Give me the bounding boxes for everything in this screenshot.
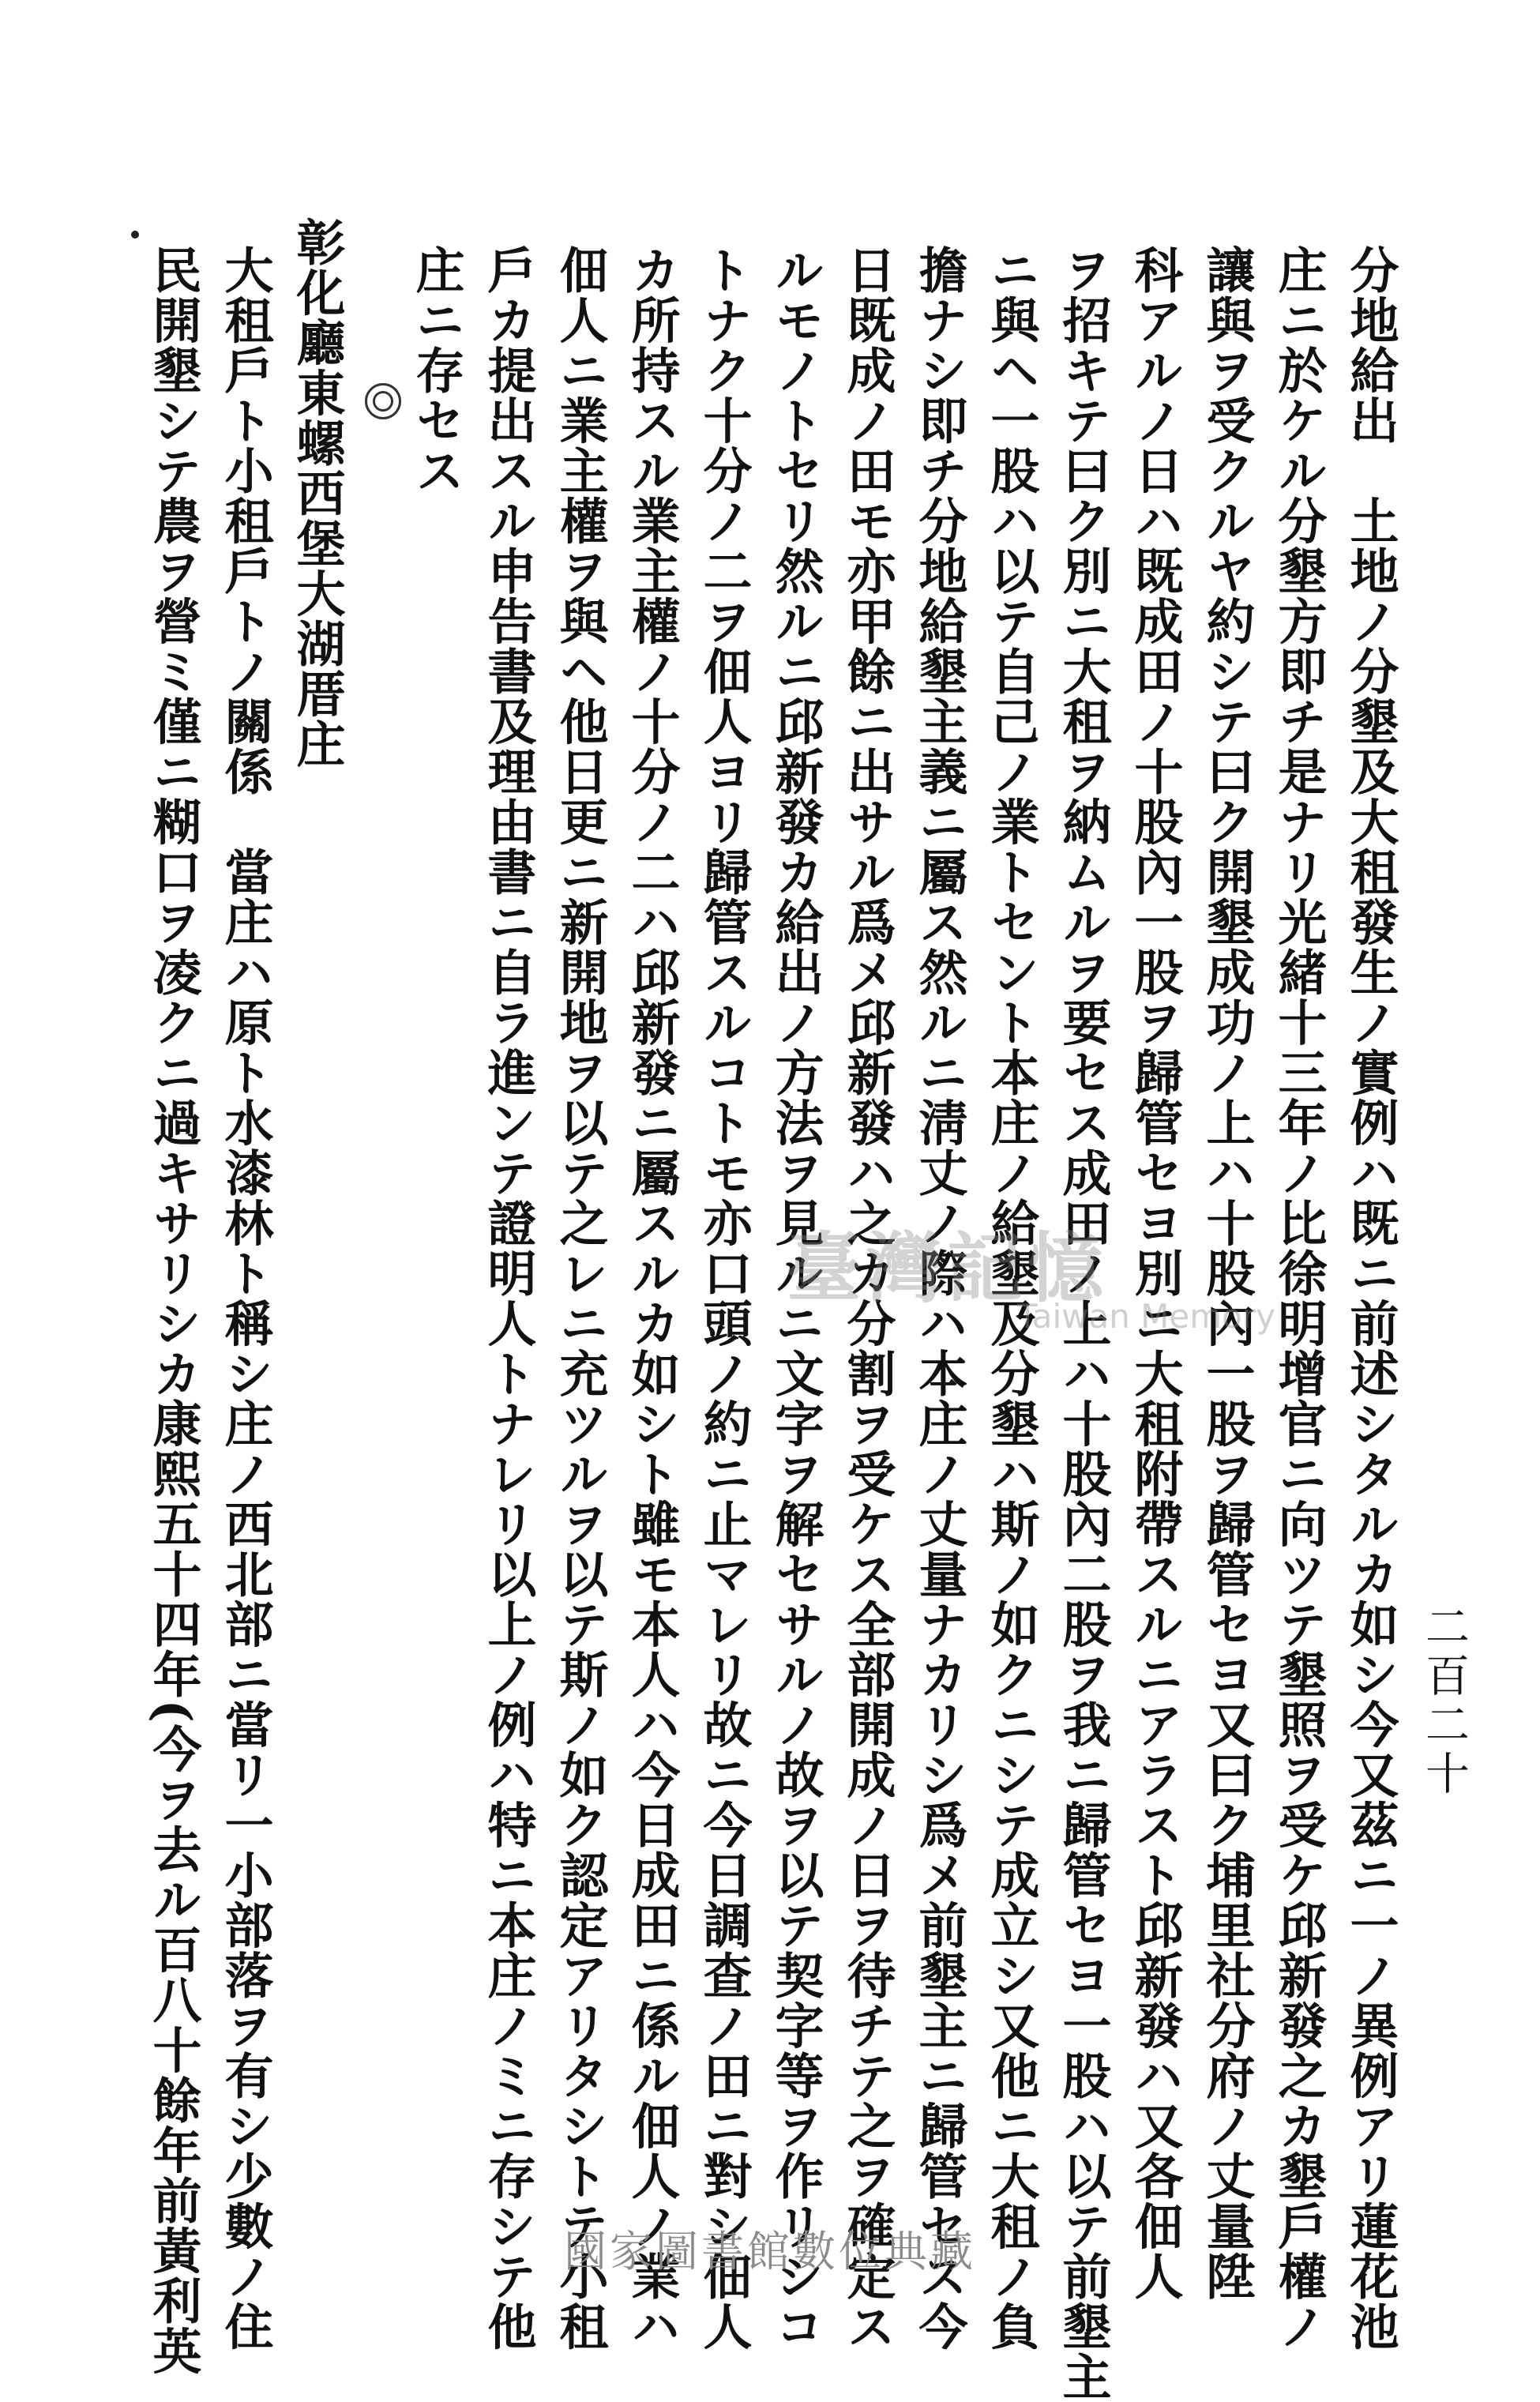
circle-mark-icon	[365, 383, 401, 419]
text-column: 庄ニ存セス	[408, 245, 465, 496]
text-column: 分地給出 土地ノ分墾及大租發生ノ實例ハ既ニ前述シタルカ如シ今又茲ニ一ノ異例アリ蓮花池	[1342, 245, 1399, 2351]
page-number: 二百二十	[1418, 1603, 1470, 1799]
text-column: 大租戶ト小租戶トノ關係 當庄ハ原ト水漆林ト稱シ庄ノ西北部ニ當リ一小部落ヲ有シ少數ノ住	[216, 245, 274, 2351]
section-heading: 彰化廳東螺西堡大湖厝庄	[288, 217, 346, 769]
text-column: 民開墾シテ農ヲ營ミ僅ニ糊口ヲ凌クニ過キサリシカ康熙五十四年(今ヲ去ル百八十餘年前黃利英	[145, 245, 202, 2376]
text-column: 日既成ノ田モ亦甲餘ニ出サル爲メ邱新發ハ之カ分割ヲ受ケス全部開成ノ日ヲ待チテ之ヲ確定ス	[839, 245, 896, 2351]
text-column: 擔ナシ即チ分地給墾主義ニ屬ス然ルニ淸丈ノ際ハ本庄ノ丈量ナカリシ爲メ前墾主ニ歸管セス今	[911, 245, 968, 2351]
text-column: ニ與ヘ一股ハ以テ自己ノ業トセント本庄ノ給墾及分墾ハ斯ノ如クニシテ成立シ又他ニ大租ノ負	[982, 245, 1040, 2351]
text-column: 讓與ヲ受クルヤ約シテ曰ク開墾成功ノ上ハ十股內一股ヲ歸管セヨ又曰ク埔里社分府ノ丈量陞	[1198, 245, 1256, 2302]
text-column: トナク十分ノ二ヲ佃人ヨリ歸管スルコトモ亦口頭ノ約ニ止マレリ故ニ今日調查ノ田ニ對シ佃人	[695, 245, 753, 2351]
text-column: 戶カ提出スル申告書及理由書ニ自ラ進ンテ證明人トナレリ以上ノ例ハ特ニ本庄ノミニ存シテ他	[479, 245, 537, 2351]
text-column: 佃人ニ業主權ヲ與ヘ他日更ニ新開地ヲ以テ之レニ充ツルヲ以テ斯ノ如ク認定アリタシトテ小租	[551, 245, 609, 2351]
watermark-logo: 臺灣記憶	[786, 1224, 1108, 1313]
text-column: 庄ニ於ケル分墾方即チ是ナリ光緒十三年ノ比徐明增官ニ向ツテ墾照ヲ受ケ邱新發之カ墾戶權ノ	[1270, 245, 1328, 2351]
text-column: ルモノトセリ然ルニ邱新發カ給出ノ方法ヲ見ルニ文字ヲ解セサルノ故ヲ以テ契字等ヲ作リシコ	[767, 245, 824, 2351]
watermark-english: Taiwan Memory	[1017, 1297, 1275, 1336]
text-column: カ所持スル業主權ノ十分ノ二ハ邱新發ニ屬スルカ如シト雖モ本人ハ今日成田ニ係ル佃人ノ業ハ	[623, 245, 681, 2351]
bullet-dot-icon	[131, 231, 139, 239]
text-column: ヲ招キテ曰ク別ニ大租ヲ納ムルヲ要セス成田ノ上ハ十股內二股ヲ我ニ歸管セヨ一股ハ以テ前墾主	[1054, 245, 1112, 2402]
footer-credit: 國家圖書館數位典藏	[564, 2227, 976, 2276]
text-column: 科アルノ日ハ既成田ノ十股內一股ヲ歸管セヨ別ニ大租附帶スルニアラスト邱新發ハ又各佃人	[1126, 245, 1184, 2302]
